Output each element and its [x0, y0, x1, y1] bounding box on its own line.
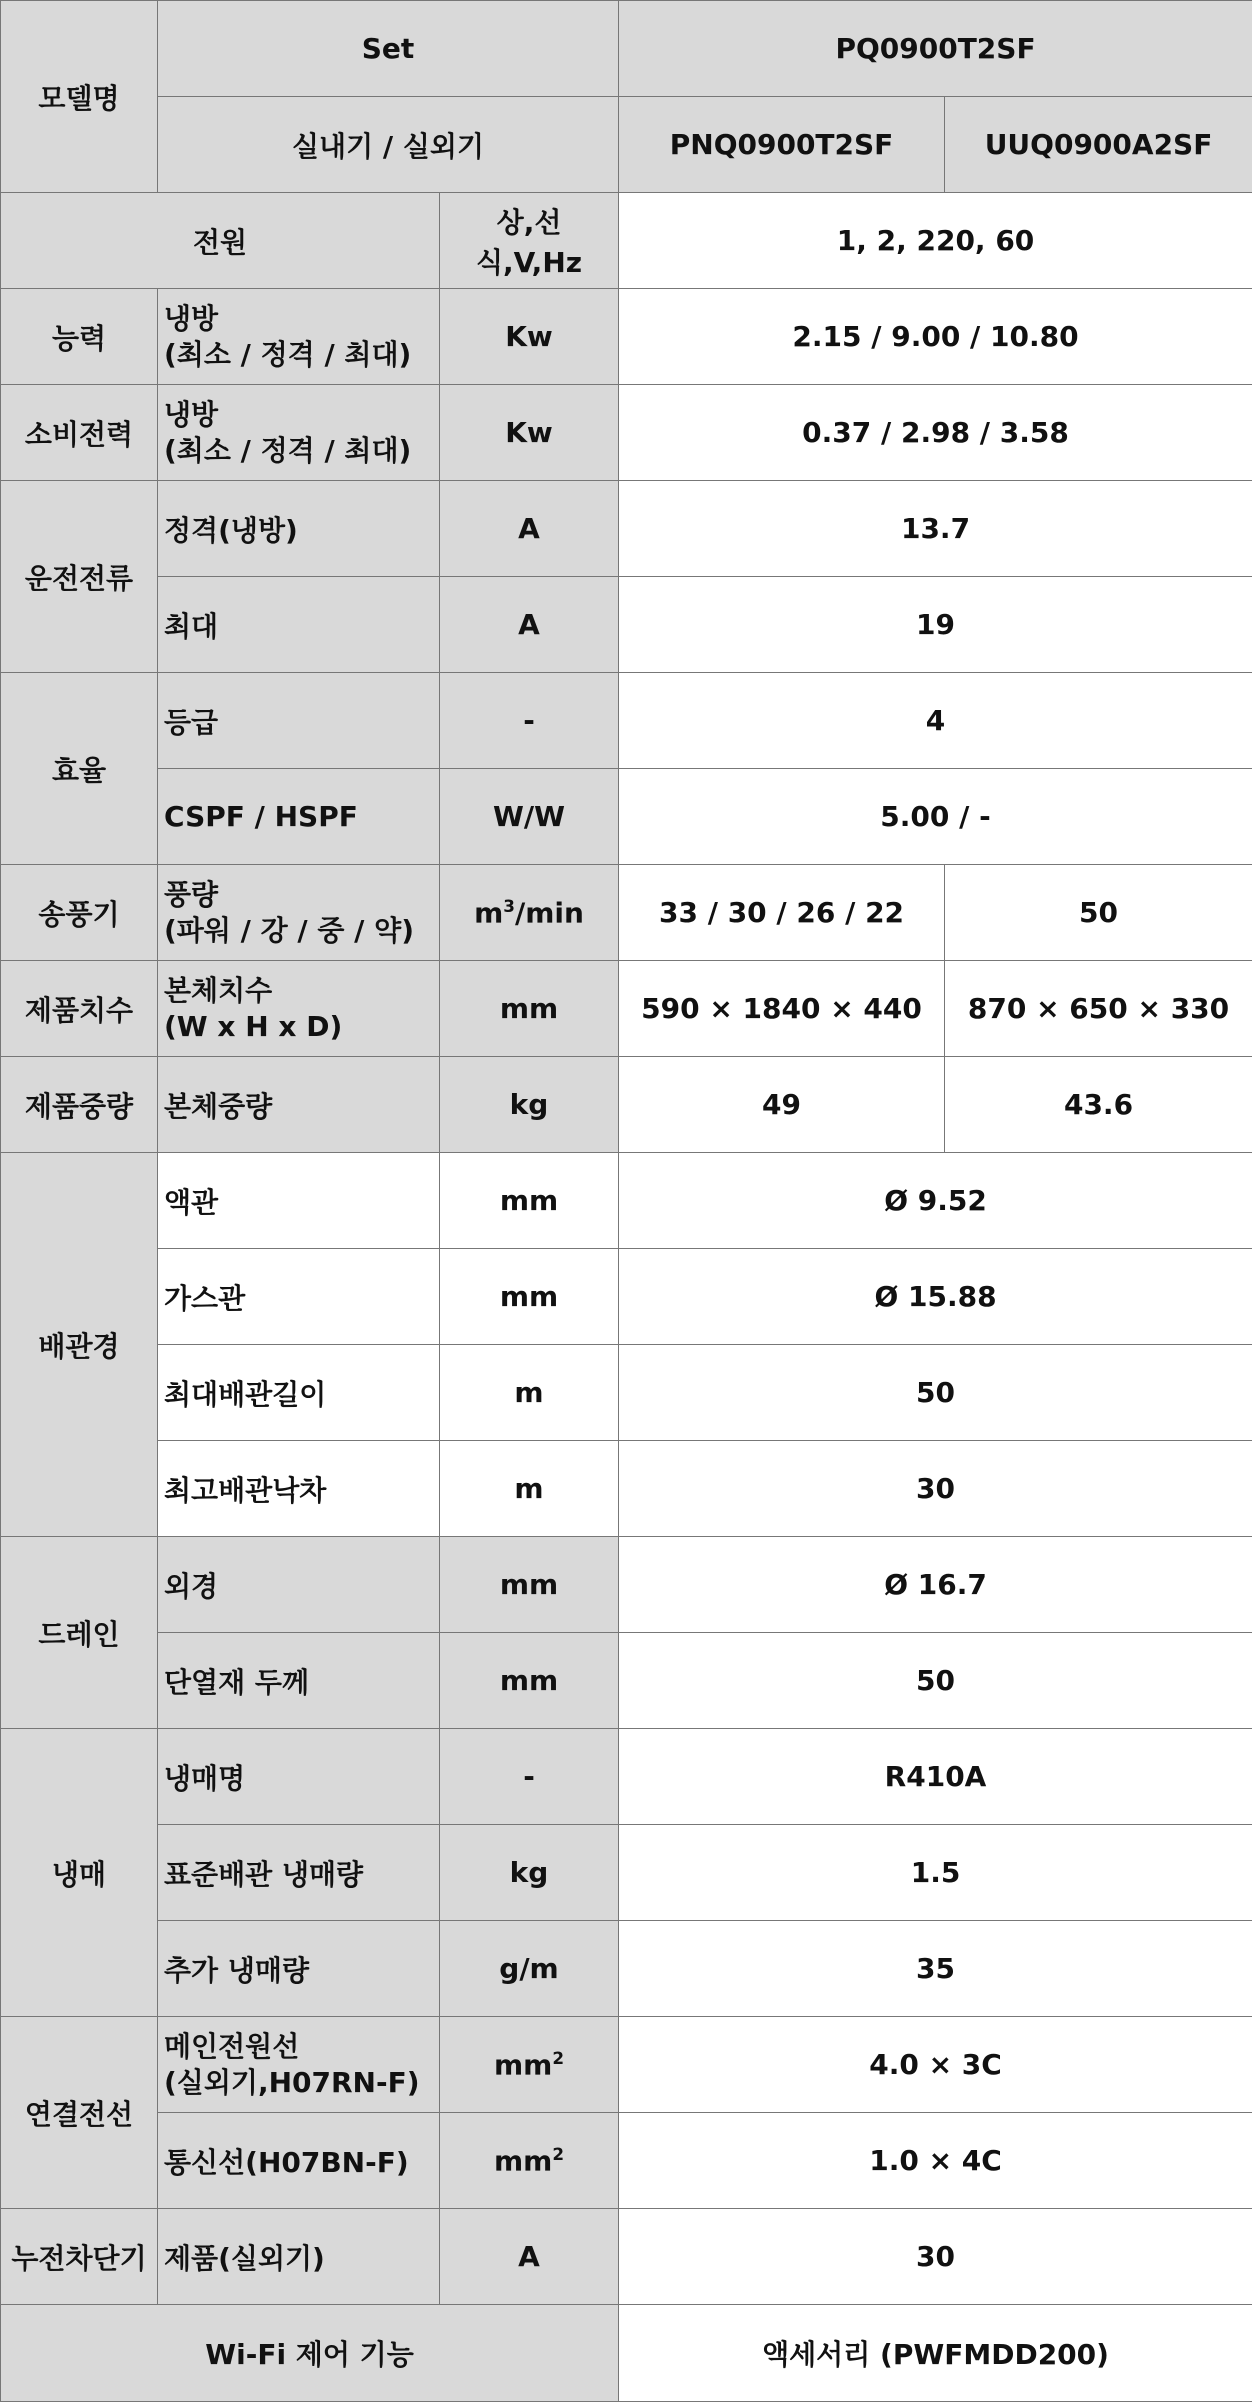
- breaker-item: 제품(실외기): [158, 2209, 440, 2305]
- dimensions-unit: mm: [440, 961, 619, 1057]
- wiring-main-value: 4.0 × 3C: [619, 2017, 1252, 2113]
- refrigerant-name-unit: -: [440, 1729, 619, 1825]
- fan-indoor-value: 33 / 30 / 26 / 22: [619, 865, 945, 961]
- power-label: 전원: [1, 193, 440, 289]
- wiring-main-unit-sup: 2: [552, 2047, 565, 2068]
- piping-category: 배관경: [1, 1153, 158, 1537]
- weight-outdoor-value: 43.6: [945, 1057, 1252, 1153]
- consumption-item: [158, 385, 440, 481]
- capacity-item-line2: (최소 / 정격 / 최대): [164, 337, 412, 371]
- piping-gas-item: 가스관: [158, 1249, 440, 1345]
- piping-liquid-value: Ø 9.52: [619, 1153, 1252, 1249]
- piping-gas-value: Ø 15.88: [619, 1249, 1252, 1345]
- fan-unit-sup: 3: [503, 895, 515, 916]
- weight-item: 본체중량: [158, 1057, 440, 1153]
- consumption-category: 소비전력: [1, 385, 158, 481]
- model-name-header: 모델명: [1, 1, 158, 193]
- current-rated-unit: A: [440, 481, 619, 577]
- power-unit: 상,선식,V,Hz: [440, 193, 619, 289]
- wiring-comm-item: 통신선(H07BN-F): [158, 2113, 440, 2209]
- capacity-category: 능력: [1, 289, 158, 385]
- wiring-main-unit: [440, 2017, 619, 2113]
- indoor-outdoor-header: 실내기 / 실외기: [158, 97, 619, 193]
- set-model: PQ0900T2SF: [619, 1, 1252, 97]
- wiring-main-unit-base: mm: [493, 2048, 553, 2082]
- refrigerant-category: 냉매: [1, 1729, 158, 2017]
- refrigerant-name-value: R410A: [619, 1729, 1252, 1825]
- current-rated-value: 13.7: [619, 481, 1252, 577]
- efficiency-category: 효율: [1, 673, 158, 865]
- drain-category: 드레인: [1, 1537, 158, 1729]
- fan-unit-rest: /min: [514, 896, 584, 930]
- piping-max-length-value: 50: [619, 1345, 1252, 1441]
- piping-max-length-item: 최대배관길이: [158, 1345, 440, 1441]
- fan-category: 송풍기: [1, 865, 158, 961]
- efficiency-cspf-item: CSPF / HSPF: [158, 769, 440, 865]
- drain-outer-value: Ø 16.7: [619, 1537, 1252, 1633]
- consumption-value: 0.37 / 2.98 / 3.58: [619, 385, 1252, 481]
- efficiency-cspf-unit: W/W: [440, 769, 619, 865]
- breaker-category: 누전차단기: [1, 2209, 158, 2305]
- capacity-value: 2.15 / 9.00 / 10.80: [619, 289, 1252, 385]
- refrigerant-additional-unit: g/m: [440, 1921, 619, 2017]
- efficiency-cspf-value: 5.00 / -: [619, 769, 1252, 865]
- dimensions-indoor-value: 590 × 1840 × 440: [619, 961, 945, 1057]
- consumption-item-line2: (최소 / 정격 / 최대): [164, 433, 412, 467]
- wiring-main-item-line1: 메인전원선: [164, 2029, 300, 2063]
- piping-liquid-unit: mm: [440, 1153, 619, 1249]
- current-max-unit: A: [440, 577, 619, 673]
- efficiency-grade-item: 등급: [158, 673, 440, 769]
- capacity-item: [158, 289, 440, 385]
- set-header: Set: [158, 1, 619, 97]
- weight-category: 제품중량: [1, 1057, 158, 1153]
- drain-outer-unit: mm: [440, 1537, 619, 1633]
- weight-unit: kg: [440, 1057, 619, 1153]
- piping-gas-unit: mm: [440, 1249, 619, 1345]
- wiring-comm-unit-sup: 2: [552, 2143, 565, 2164]
- indoor-model: PNQ0900T2SF: [619, 97, 945, 193]
- consumption-item-line1: 냉방: [164, 397, 219, 431]
- dimensions-item-line1: 본체치수: [164, 973, 273, 1007]
- piping-max-height-item: 최고배관낙차: [158, 1441, 440, 1537]
- drain-insulation-item: 단열재 두께: [158, 1633, 440, 1729]
- weight-indoor-value: 49: [619, 1057, 945, 1153]
- capacity-unit: Kw: [440, 289, 619, 385]
- wiring-main-item: [158, 2017, 440, 2113]
- wiring-comm-value: 1.0 × 4C: [619, 2113, 1252, 2209]
- dimensions-outdoor-value: 870 × 650 × 330: [945, 961, 1252, 1057]
- refrigerant-standard-unit: kg: [440, 1825, 619, 1921]
- wiring-main-item-line2: (실외기,H07RN-F): [164, 2065, 420, 2099]
- wifi-label: Wi-Fi 제어 기능: [1, 2305, 619, 2402]
- fan-unit-base: m: [474, 896, 504, 930]
- wifi-value: 액세서리 (PWFMDD200): [619, 2305, 1252, 2402]
- refrigerant-additional-item: 추가 냉매량: [158, 1921, 440, 2017]
- breaker-unit: A: [440, 2209, 619, 2305]
- fan-item-line1: 풍량: [164, 877, 219, 911]
- refrigerant-standard-value: 1.5: [619, 1825, 1252, 1921]
- consumption-unit: Kw: [440, 385, 619, 481]
- efficiency-grade-unit: -: [440, 673, 619, 769]
- breaker-value: 30: [619, 2209, 1252, 2305]
- piping-max-length-unit: m: [440, 1345, 619, 1441]
- outdoor-model: UUQ0900A2SF: [945, 97, 1252, 193]
- current-rated-item: 정격(냉방): [158, 481, 440, 577]
- dimensions-category: 제품치수: [1, 961, 158, 1057]
- dimensions-item: [158, 961, 440, 1057]
- piping-max-height-value: 30: [619, 1441, 1252, 1537]
- current-max-item: 최대: [158, 577, 440, 673]
- fan-outdoor-value: 50: [945, 865, 1252, 961]
- drain-outer-item: 외경: [158, 1537, 440, 1633]
- current-max-value: 19: [619, 577, 1252, 673]
- piping-liquid-item: 액관: [158, 1153, 440, 1249]
- fan-item-line2: (파워 / 강 / 중 / 약): [164, 913, 415, 947]
- drain-insulation-value: 50: [619, 1633, 1252, 1729]
- drain-insulation-unit: mm: [440, 1633, 619, 1729]
- wiring-comm-unit: [440, 2113, 619, 2209]
- refrigerant-name-item: 냉매명: [158, 1729, 440, 1825]
- wiring-comm-unit-base: mm: [493, 2144, 553, 2178]
- refrigerant-standard-item: 표준배관 냉매량: [158, 1825, 440, 1921]
- current-category: 운전전류: [1, 481, 158, 673]
- wiring-category: 연결전선: [1, 2017, 158, 2209]
- fan-unit: [440, 865, 619, 961]
- power-value: 1, 2, 220, 60: [619, 193, 1252, 289]
- efficiency-grade-value: 4: [619, 673, 1252, 769]
- refrigerant-additional-value: 35: [619, 1921, 1252, 2017]
- capacity-item-line1: 냉방: [164, 301, 219, 335]
- piping-max-height-unit: m: [440, 1441, 619, 1537]
- dimensions-item-line2: (W x H x D): [164, 1009, 343, 1043]
- fan-item: [158, 865, 440, 961]
